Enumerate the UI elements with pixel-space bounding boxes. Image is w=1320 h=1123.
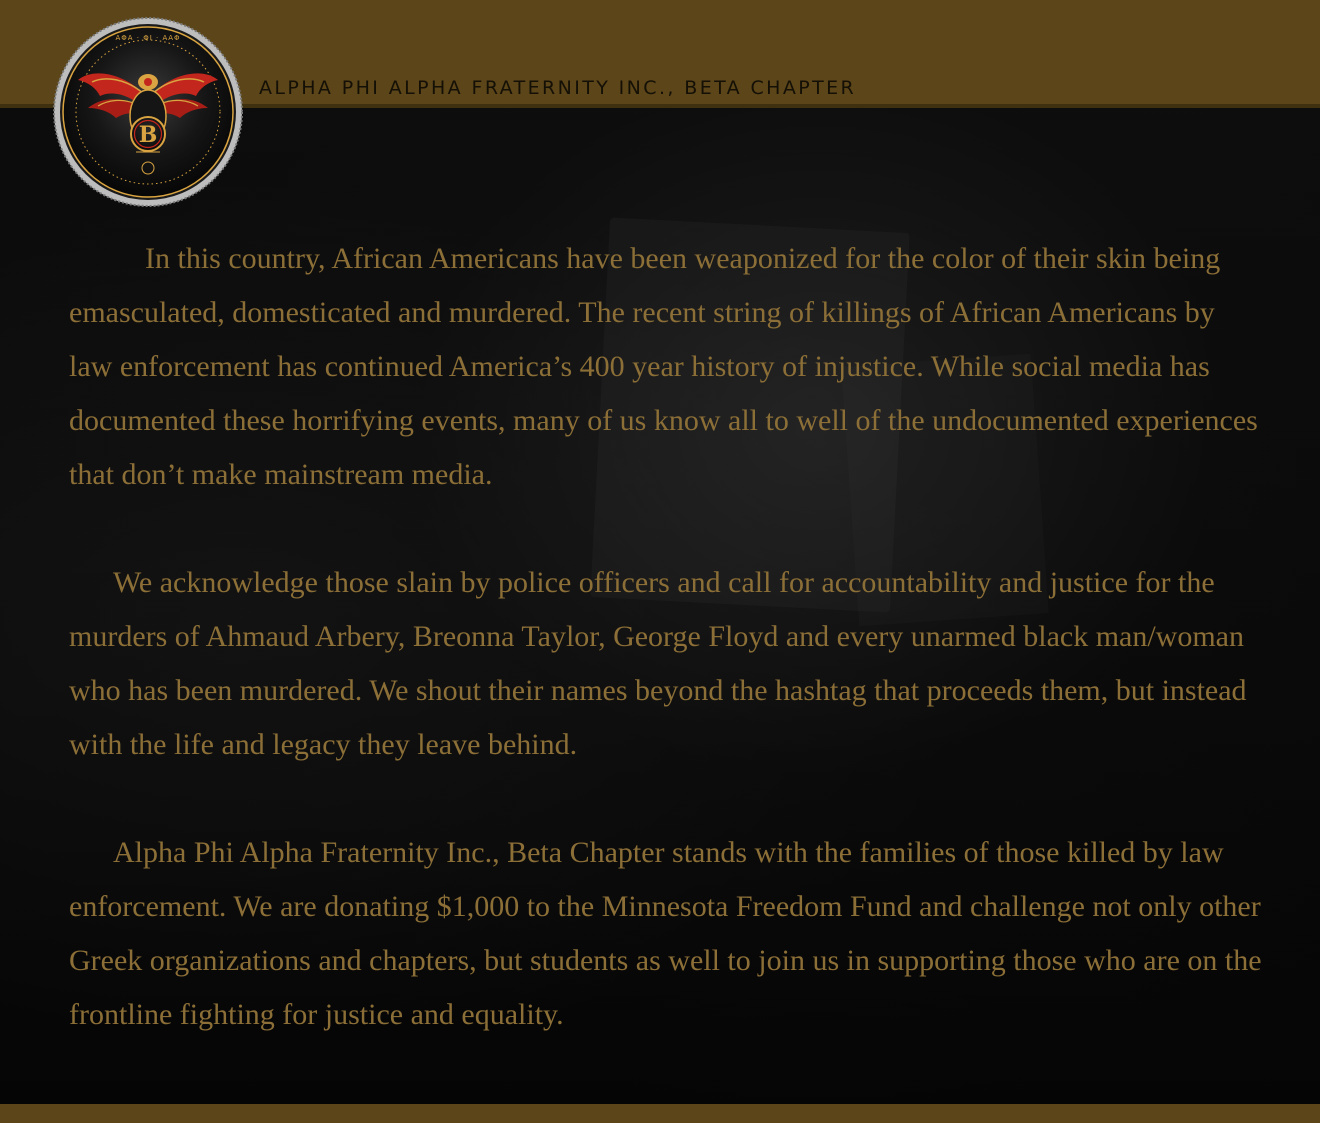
- statement-body: [69, 232, 1264, 1096]
- chapter-seal-logo: [52, 16, 244, 208]
- bottom-banner: [0, 1104, 1320, 1123]
- header-title: ALPHA PHI ALPHA FRATERNITY INC., BETA CHAPTER: [259, 77, 857, 99]
- seal-letter: B: [138, 122, 158, 148]
- statement-paragraph-1: In this country, African Americans have been weaponized for the color of their skin being emasculated, domesticated and murdered. The recent string of killings of African Americans by law enforcement has continued America’s 400 year history of injustice. While social media has documented these horrifying events, many of us know all to well of the undocumented experiences that don’t make mainstream media.: [69, 242, 1258, 491]
- statement-paragraph-3: Alpha Phi Alpha Fraternity Inc., Beta Chapter stands with the families of those killed by law enforcement. We are donating $1,000 to the Minnesota Freedom Fund and challenge not only other Greek organizations and chapters, but students as well to join us in supporting those who are on the frontline fighting for justice and equality.: [69, 836, 1262, 1031]
- statement-paragraph-2: We acknowledge those slain by police officers and call for accountability and justice for the murders of Ahmaud Arbery, Breonna Taylor, George Floyd and every unarmed black man/woman who has been murdered. We shout their names beyond the hashtag that proceeds them, but instead with the life and legacy they leave behind.: [69, 566, 1247, 761]
- seal-ring-text: ΑΦΑ · ΦΙ · ΑΑΦ: [115, 34, 181, 42]
